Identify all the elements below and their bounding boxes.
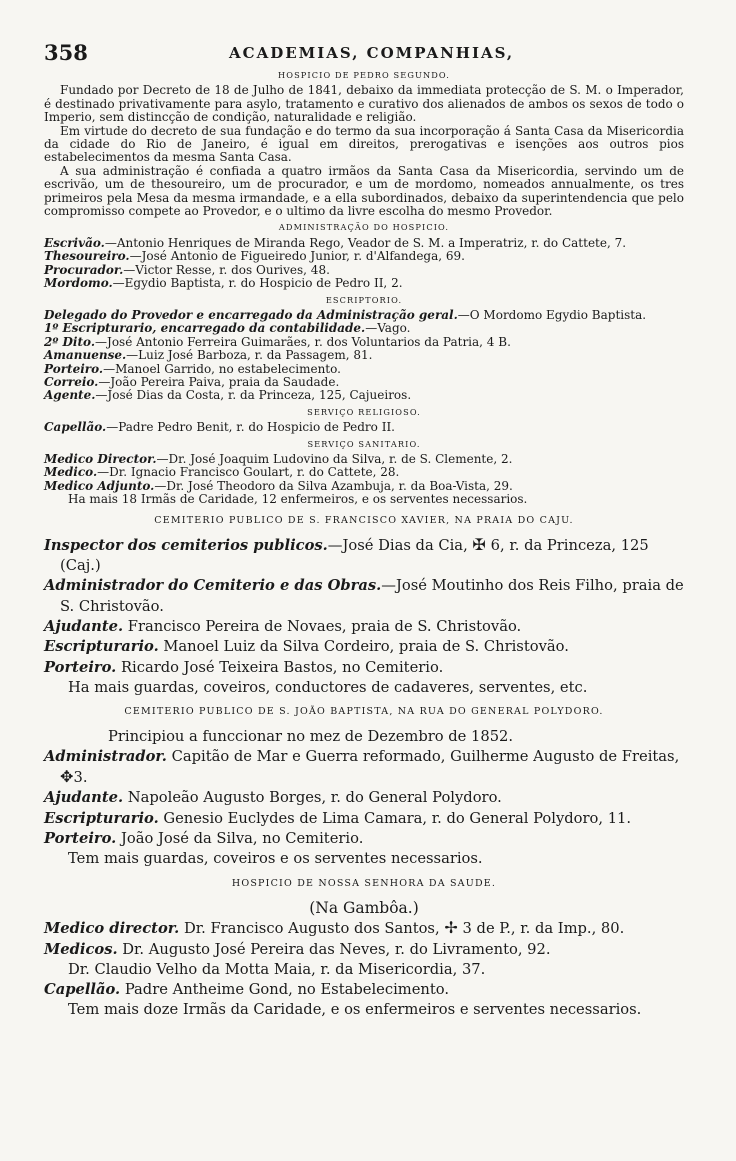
entry-medico-director-saude: Medico director. Dr. Francisco Augusto dos Santos, ✢ 3 de P., r. da Imp., 80. bbox=[44, 918, 625, 938]
paragraph-foundation: Fundado por Decreto de 18 de Julho de 1841, debaixo da immediata protecção de S. M. o Imperador, é destinado privativamente para asylo, tratamento e curativo dos alienados de ambos os sexos de todo o Imperio, sem distincção de condição, naturalidade e religião. bbox=[44, 83, 684, 125]
entry-amanuense: Amanuense.—Luiz José Barboza, r. da Passagem, 81. bbox=[44, 348, 373, 363]
section-heading-hospicio-saude: HOSPICIO DE NOSSA SENHORA DA SAUDE. bbox=[231, 877, 497, 889]
note-saude: Tem mais doze Irmãs da Caridade, e os enfermeiros e serventes necessarios. bbox=[68, 1001, 642, 1019]
section-heading-escriptorio: ESCRIPTORIO. bbox=[325, 294, 403, 305]
order-cross-icon: ✥ bbox=[60, 767, 74, 787]
paragraph-administration: A sua administração é confiada a quatro irmãos da Santa Casa da Misericordia, servindo um de escrivão, um de thesoureiro, um de procurador, e um de mordomo, nomeados annualmente, os tres primeiros pela Mesa da mesma irmandade, e a ella subordinados, debaixo da superintendencia que pelo compromisso compete ao Provedor, e o ultimo da livre escolha do mesmo Provedor. bbox=[44, 163, 684, 219]
entry-medicos-saude: Medicos. Dr. Augusto José Pereira das Neves, r. do Livramento, 92. bbox=[44, 940, 551, 958]
entry-medico-adjunto: Medico Adjunto.—Dr. José Theodoro da Silva Azambuja, r. da Boa-Vista, 29. bbox=[44, 478, 513, 493]
large-print-section bbox=[44, 511, 684, 1021]
page bbox=[44, 40, 684, 1021]
entry-medico: Medico.—Dr. Ignacio Francisco Goulart, r. do Cattete, 28. bbox=[44, 465, 400, 480]
entry-capellao: Capellão.—Padre Pedro Benit, r. do Hospicio de Pedro II. bbox=[44, 420, 395, 435]
running-title: ACADEMIAS, COMPANHIAS, bbox=[229, 44, 515, 62]
entry-administrador-sao-joao: Administrador. Capitão de Mar e Guerra reformado, Guilherme Augusto de Freitas, ✥3. bbox=[44, 747, 680, 787]
note-caju: Ha mais guardas, coveiros, conductores de cadaveres, serventes, etc. bbox=[68, 678, 588, 696]
section-heading-cemiterio-caju: CEMITERIO PUBLICO DE S. FRANCISCO XAVIER, NA PRAIA DO CAJU. bbox=[154, 514, 574, 526]
entry-agente: Agente.—José Dias da Costa, r. da Princeza, 125, Cajueiros. bbox=[44, 388, 412, 403]
entry-escripturario-caju: Escripturario. Manoel Luiz da Silva Cordeiro, praia de S. Christovão. bbox=[44, 638, 569, 656]
small-print-section bbox=[44, 69, 684, 507]
entry-procurador: Procurador.—Victor Resse, r. dos Ourives, 48. bbox=[44, 262, 330, 277]
page-header bbox=[44, 40, 684, 66]
intro-sao-joao: Principiou a funccionar no mez de Dezembro de 1852. bbox=[108, 727, 514, 745]
entry-medico-2-saude: Dr. Claudio Velho da Motta Maia, r. da Misericordia, 37. bbox=[68, 960, 486, 978]
page-number: 358 bbox=[44, 40, 88, 65]
paragraph-decree: Em virtude do decreto de sua fundação e do termo da sua incorporação á Santa Casa da Misericordia da cidade do Rio de Janeiro, é igual em direitos, prerogativas e isenções aos outros pios estabelecimentos da mesma Santa Casa. bbox=[44, 123, 684, 165]
section-heading-administracao: ADMINISTRAÇÃO DO HOSPICIO. bbox=[278, 222, 450, 233]
section-heading-servico-religioso: SERVIÇO RELIGIOSO. bbox=[307, 406, 421, 417]
entry-escrivao: Escrivão.—Antonio Henriques de Miranda Rego, Veador de S. M. a Imperatriz, r. do Cattete, 7. bbox=[44, 235, 627, 250]
entry-porteiro-caju: Porteiro. Ricardo José Teixeira Bastos, no Cemiterio. bbox=[44, 658, 444, 676]
entry-correio: Correio.—João Pereira Paiva, praia da Saudade. bbox=[44, 374, 340, 389]
entry-mordomo: Mordomo.—Egydio Baptista, r. do Hospicio de Pedro II, 2. bbox=[44, 276, 403, 291]
section-heading-cemiterio-sao-joao: CEMITERIO PUBLICO DE S. JOÃO BAPTISTA, NA RUA DO GENERAL POLYDORO. bbox=[124, 706, 604, 718]
entry-escripturario-1: 1º Escripturario, encarregado da contabilidade.—Vago. bbox=[44, 321, 411, 336]
entry-ajudante-caju: Ajudante. Francisco Pereira de Novaes, praia de S. Christovão. bbox=[44, 618, 522, 636]
entry-escripturario-sao-joao: Escripturario. Genesio Euclydes de Lima Camara, r. do General Polydoro, 11. bbox=[44, 809, 632, 827]
section-heading-hospicio-pedro: HOSPICIO DE PEDRO SEGUNDO. bbox=[278, 70, 450, 80]
order-cross-icon: ✠ bbox=[472, 534, 486, 554]
order-cross-icon: ✢ bbox=[444, 918, 458, 938]
entry-porteiro-sao-joao: Porteiro. João José da Silva, no Cemiterio. bbox=[44, 830, 364, 848]
entry-escripturario-2: 2º Dito.—José Antonio Ferreira Guimarães, r. dos Voluntarios da Patria, 4 B. bbox=[44, 334, 511, 349]
entry-inspector: Inspector dos cemiterios publicos.—José Dias da Cia, ✠ 6, r. da Princeza, 125 (Caj.) bbox=[44, 534, 649, 575]
entry-delegado: Delegado do Provedor e encarregado da Administração geral.—O Mordomo Egydio Baptista. bbox=[44, 307, 647, 322]
entry-ajudante-sao-joao: Ajudante. Napoleão Augusto Borges, r. do General Polydoro. bbox=[44, 789, 502, 807]
entry-porteiro: Porteiro.—Manoel Garrido, no estabelecimento. bbox=[44, 361, 341, 376]
section-heading-servico-sanitario: SERVIÇO SANITARIO. bbox=[307, 438, 421, 449]
entry-administrador-obras: Administrador do Cemiterio e das Obras.—José Moutinho dos Reis Filho, praia de S. Christovão. bbox=[44, 577, 684, 615]
subheading-gamboa: (Na Gambôa.) bbox=[309, 898, 419, 917]
note-sao-joao: Tem mais guardas, coveiros e os serventes necessarios. bbox=[68, 850, 483, 868]
entry-medico-director: Medico Director.—Dr. José Joaquim Ludovino da Silva, r. de S. Clemente, 2. bbox=[44, 451, 513, 466]
note-sanitario: Ha mais 18 Irmãs de Caridade, 12 enfermeiros, e os serventes necessarios. bbox=[68, 492, 528, 507]
entry-thesoureiro: Thesoureiro.—José Antonio de Figueiredo Junior, r. d'Alfandega, 69. bbox=[44, 249, 465, 264]
entry-capellao-saude: Capellão. Padre Antheime Gond, no Estabelecimento. bbox=[44, 981, 449, 999]
